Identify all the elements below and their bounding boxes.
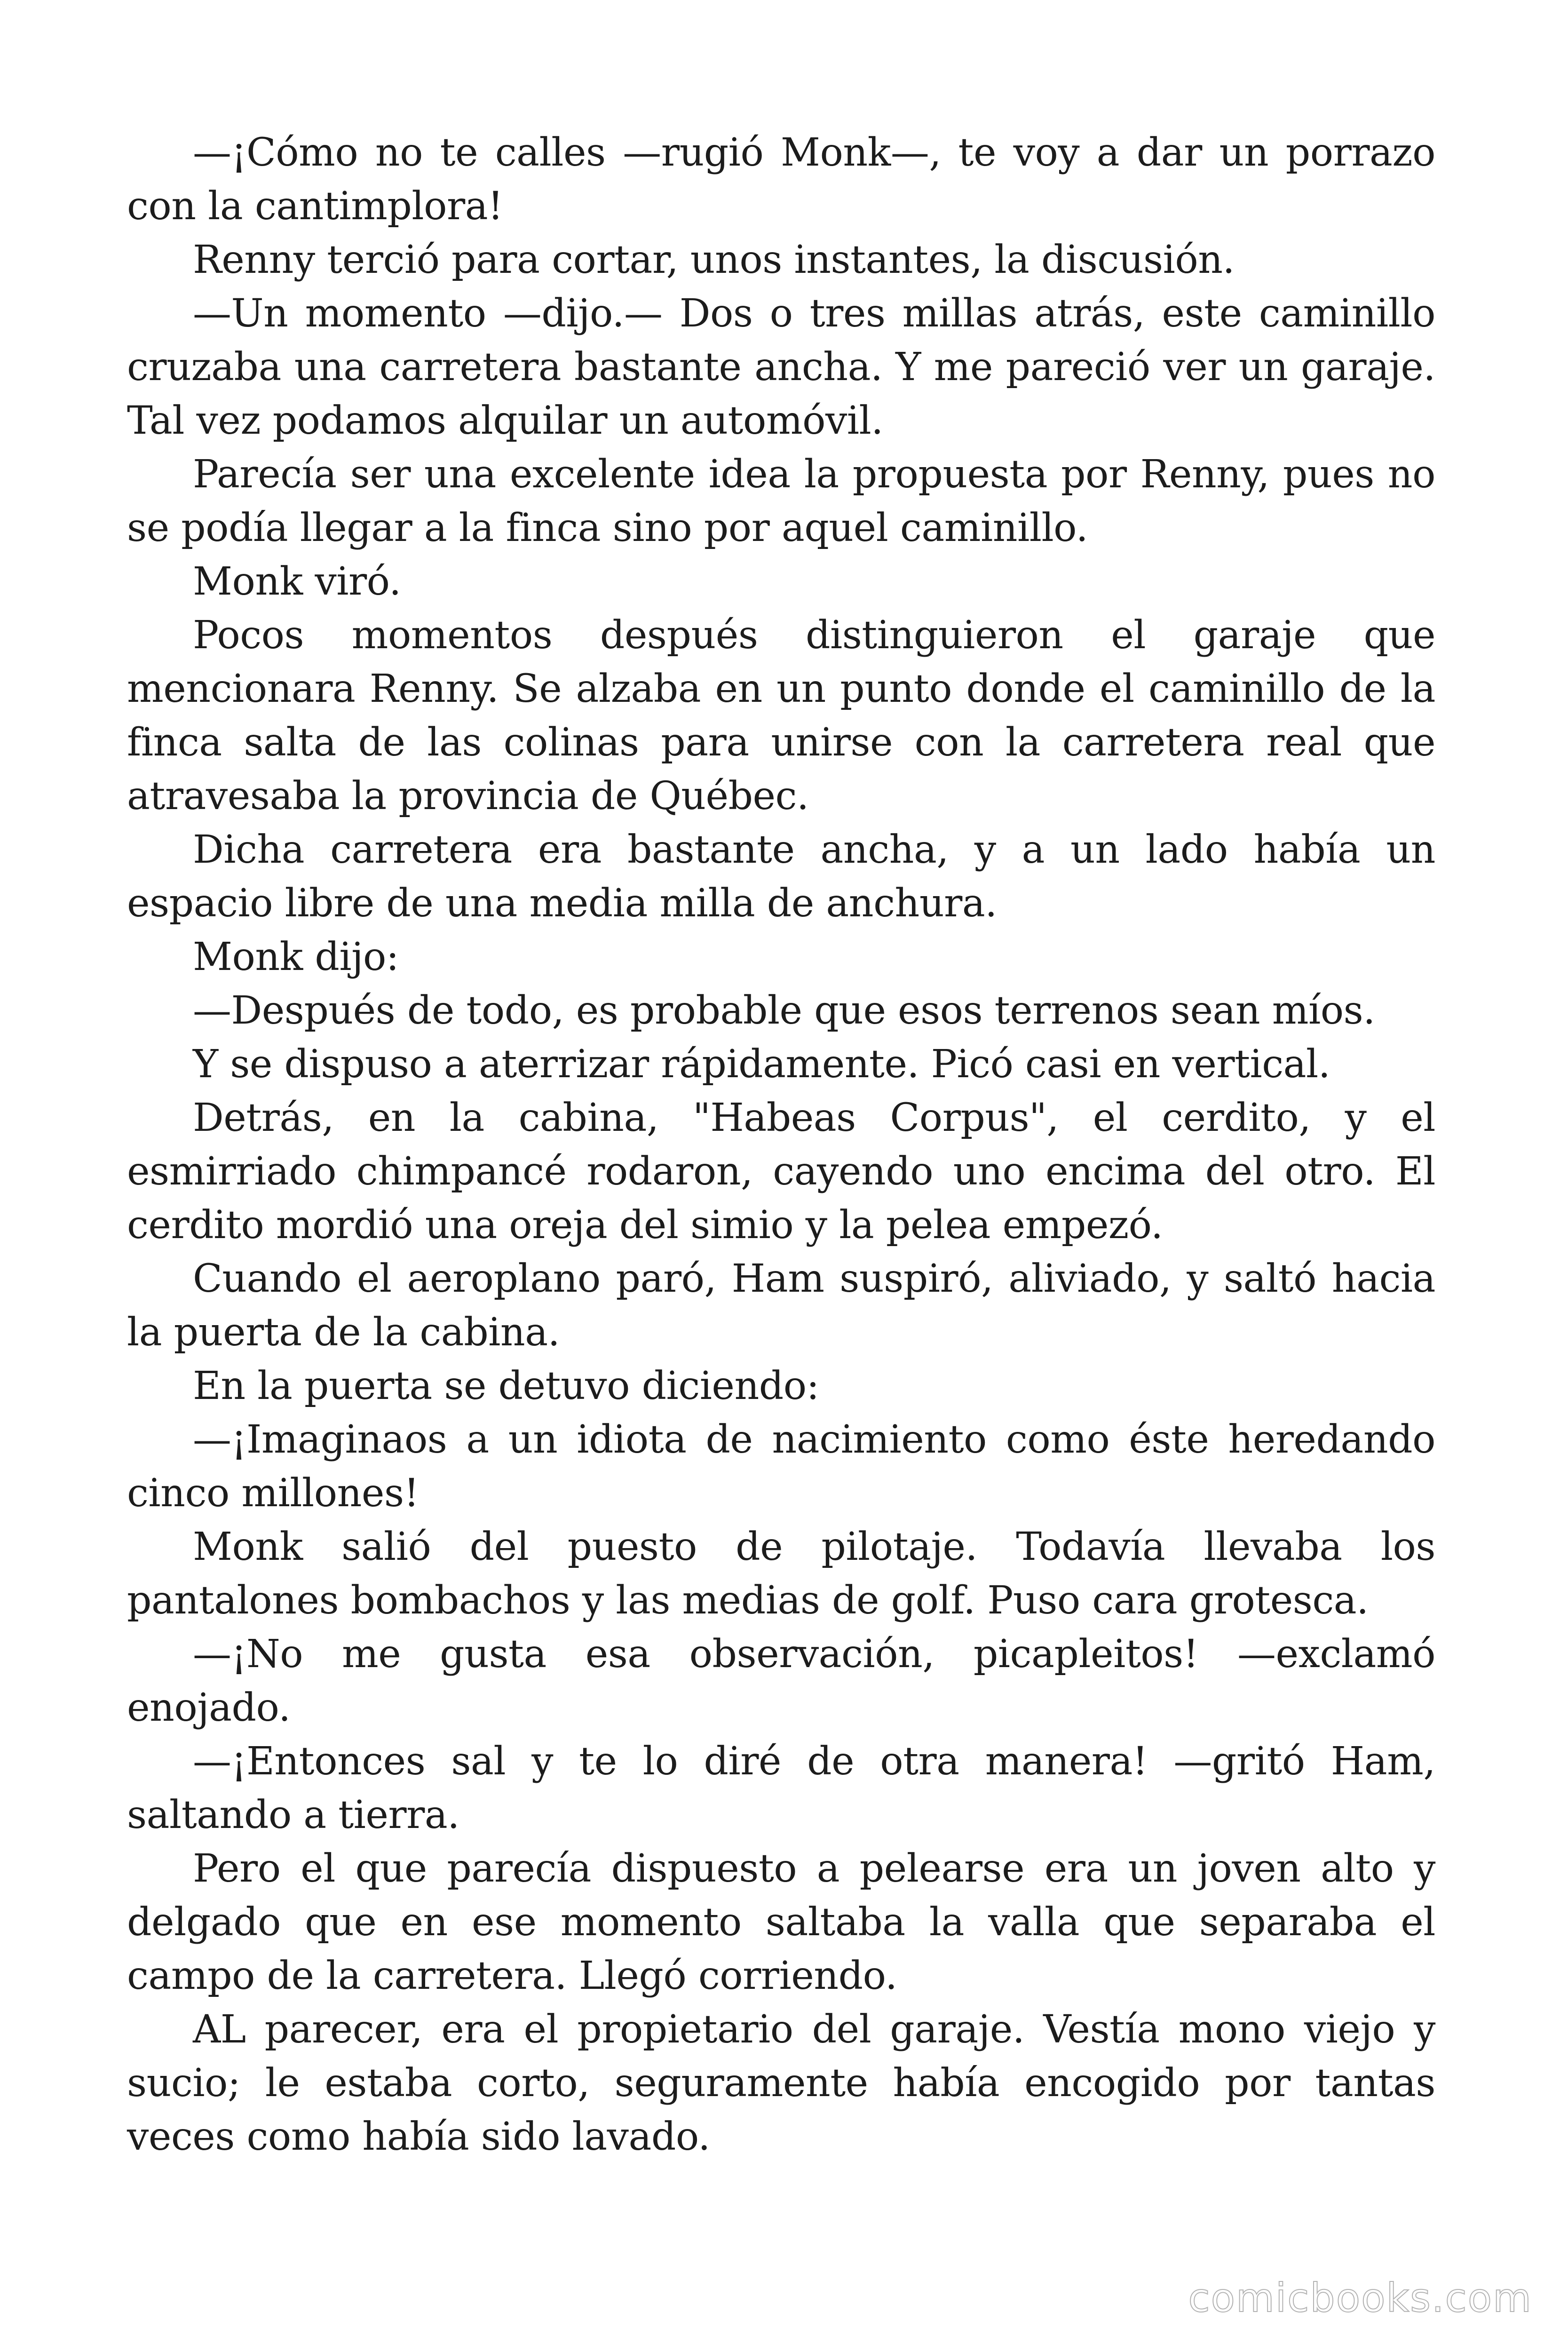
paragraph: —¡Entonces sal y te lo diré de otra manera! —gritó Ham, saltando a tierra.: [127, 1739, 1435, 1837]
paragraph: Pocos momentos después distinguieron el garaje que mencionara Renny. Se alzaba en un punto donde el caminillo de la finca salta de las colinas para unirse con la carretera real que atravesaba la provincia de Québec.: [127, 613, 1435, 818]
paragraph: AL parecer, era el propietario del garaje. Vestía mono viejo y sucio; le estaba corto, seguramente había encogido por tantas veces como había sido lavado.: [127, 2007, 1435, 2159]
paragraph: Monk dijo:: [193, 935, 399, 979]
paragraph: Dicha carretera era bastante ancha, y a un lado había un espacio libre de una media milla de anchura.: [127, 827, 1435, 926]
paragraph: Renny terció para cortar, unos instantes, la discusión.: [193, 238, 1235, 282]
watermark: comicbooks.com: [1188, 2275, 1532, 2321]
paragraph: En la puerta se detuvo diciendo:: [193, 1364, 819, 1408]
page-body: [127, 126, 1435, 2164]
paragraph: Pero el que parecía dispuesto a pelearse era un joven alto y delgado que en ese momento saltaba la valla que separaba el campo de la carretera. Llegó corriendo.: [127, 1846, 1435, 1998]
paragraph: —Después de todo, es probable que esos terrenos sean míos.: [193, 988, 1375, 1033]
paragraph: Detrás, en la cabina, "Habeas Corpus", el cerdito, y el esmirriado chimpancé rodaron, cayendo uno encima del otro. El cerdito mordió una oreja del simio y la pelea empezó.: [127, 1096, 1435, 1248]
paragraph: —¡Cómo no te calles —rugió Monk—, te voy a dar un porrazo con la cantimplora!: [127, 130, 1435, 229]
paragraph: —¡No me gusta esa observación, picapleitos! —exclamó enojado.: [127, 1632, 1435, 1730]
paragraph: —¡Imaginaos a un idiota de nacimiento como éste heredando cinco millones!: [127, 1417, 1435, 1516]
paragraph: Y se dispuso a aterrizar rápidamente. Picó casi en vertical.: [193, 1042, 1330, 1087]
paragraph: Monk salió del puesto de pilotaje. Todavía llevaba los pantalones bombachos y las medias de golf. Puso cara grotesca.: [127, 1525, 1435, 1623]
paragraph: Parecía ser una excelente idea la propuesta por Renny, pues no se podía llegar a la finca sino por aquel caminillo.: [127, 452, 1435, 550]
paragraph: Monk viró.: [193, 559, 401, 604]
paragraph: —Un momento —dijo.— Dos o tres millas atrás, este caminillo cruzaba una carretera bastante ancha. Y me pareció ver un garaje. Tal vez podamos alquilar un automóvil.: [127, 291, 1435, 443]
paragraph: Cuando el aeroplano paró, Ham suspiró, aliviado, y saltó hacia la puerta de la cabina.: [127, 1256, 1435, 1355]
